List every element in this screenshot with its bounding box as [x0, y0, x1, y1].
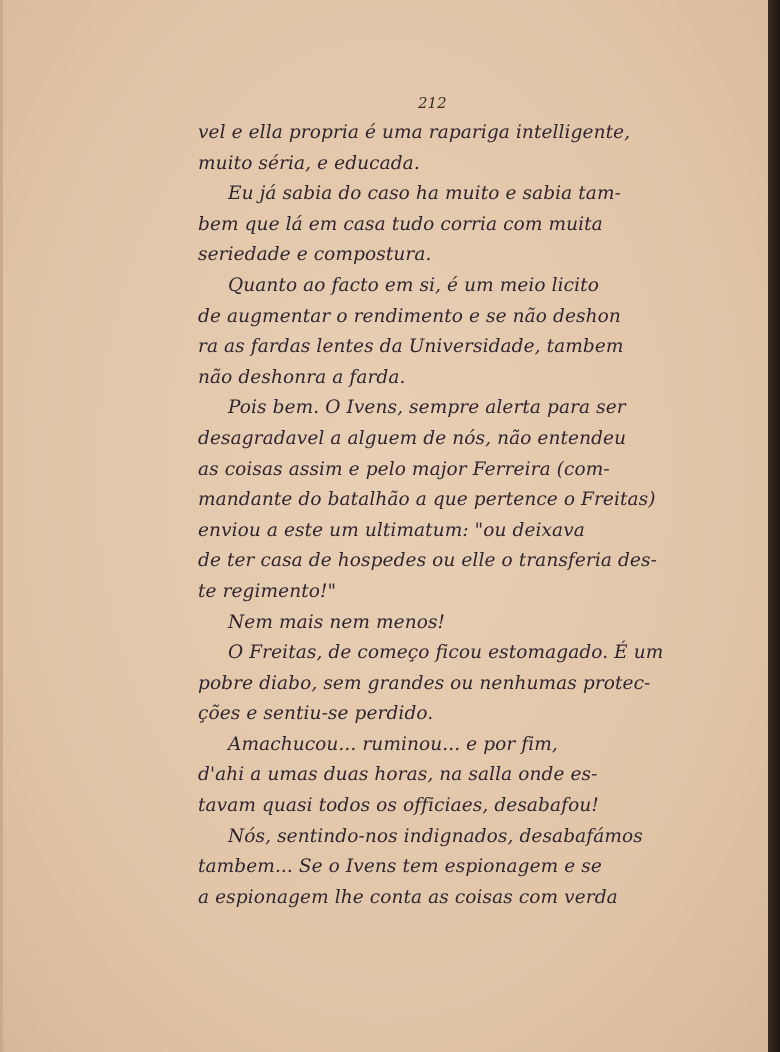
text-line: as coisas assim e pelo major Ferreira (com- — [198, 458, 610, 480]
text-line: pobre diabo, sem grandes ou nenhumas protec- — [198, 672, 651, 694]
text-line: ra as fardas lentes da Universidade, tambem — [198, 336, 624, 358]
text-line: muito séria, e educada. — [198, 152, 420, 174]
text-line: te regimento!" — [198, 580, 337, 602]
text-line: mandante do batalhão a que pertence o Freitas) — [198, 489, 656, 511]
text-line: Quanto ao facto em si, é um meio licito — [228, 274, 599, 296]
text-line: Amachucou... ruminou... e por fim, — [228, 733, 558, 755]
text-line: ções e sentiu-se perdido. — [198, 703, 434, 725]
text-line: seriedade e compostura. — [198, 244, 432, 266]
text-line: tambem... Se o Ivens tem espionagem e se — [198, 856, 602, 878]
text-line: tavam quasi todos os officiaes, desabafou! — [198, 795, 599, 817]
text-line: Nós, sentindo-nos indignados, desabafámos — [228, 825, 643, 847]
text-line: desagradavel a alguem de nós, não entendeu — [198, 427, 627, 449]
text-line: de augmentar o rendimento e se não deshon — [198, 305, 621, 327]
text-line: de ter casa de hospedes ou elle o transferia des- — [198, 550, 657, 572]
text-line: O Freitas, de começo ficou estomagado. É um — [228, 642, 664, 664]
text-line: Pois bem. O Ivens, sempre alerta para ser — [228, 397, 626, 419]
text-line: Eu já sabia do caso ha muito e sabia tam- — [228, 183, 621, 205]
book-edge — [768, 0, 780, 1052]
text-line: a espionagem lhe conta as coisas com verda — [198, 886, 618, 908]
text-line: vel e ella propria é uma rapariga intelligente, — [198, 122, 631, 143]
handwritten-text — [198, 118, 688, 913]
text-line: d'ahi a umas duas horas, na salla onde es- — [198, 764, 598, 786]
text-line: enviou a este um ultimatum: "ou deixava — [198, 519, 585, 541]
text-line: não deshonra a farda. — [198, 366, 406, 388]
text-line: Nem mais nem menos! — [228, 611, 446, 633]
page-number: 212 — [418, 94, 447, 112]
text-line: bem que lá em casa tudo corria com muita — [198, 213, 603, 235]
